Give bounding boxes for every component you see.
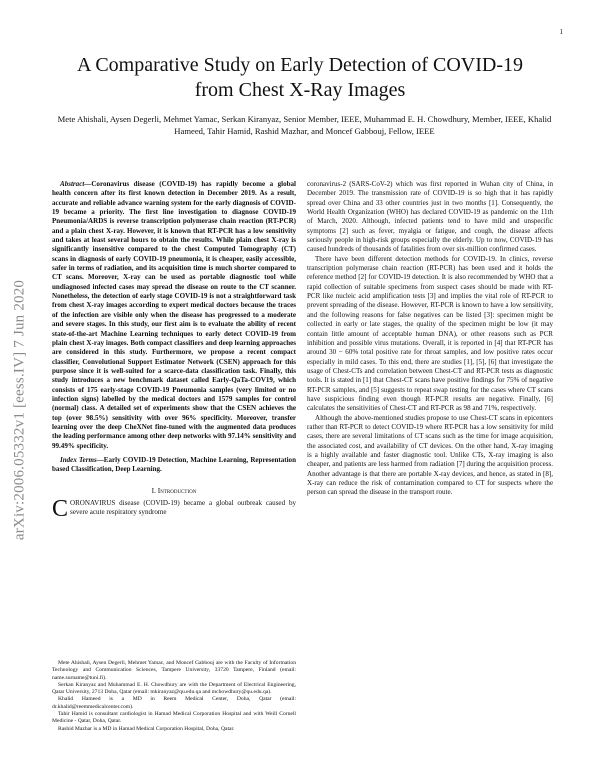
footnote: Khalid Hameed is a MD in Reem Medical Center, Doha, Qatar (email: dr.khalid@reemmedicalcenter.com).	[52, 696, 296, 710]
section-heading: I. Introduction	[151, 485, 197, 495]
arxiv-stamp	[8, 200, 32, 620]
footnotes	[52, 660, 296, 733]
page-number: 1	[559, 28, 563, 36]
abstract	[52, 180, 296, 451]
index-terms-label: Index Terms	[60, 455, 97, 464]
footnote: Rashid Mazhar is a MD in Hamad Medical Corporation Hospital, Doha, Qatar.	[58, 725, 235, 732]
abstract-text: —Coronavirus disease (COVID-19) has rapidly become a global health concern after its first known detection in December 2019. As a result, accurate and reliable advance warning system for the early diagnosis of COVID-19 became a priority. The first line investigation to diagnose COVID-19 Pneumonia/ARDS is reverse transcription polymerase chain reaction (RT-PCR) and a plain chest X-ray. However, it is known that RT-PCR has a low sensitivity and takes at least several hours to obtain the results. While plain chest X-ray is significantly insensitive compared to the chest Computed Tomography (CT) scans in diagnosis of early COVID-19 pneumonia, it is cheaper, easily accessible, safer in terms of radiation, and its acquisition time is much shorter compared to CT scans. Moreover, X-ray can be used as portable diagnostic tool while undiagnosed infected cases may spread the disease on route to the CT scanner. Nonetheless, the detection of early stage COVID-19 is not a straightforward task from chest X-ray images according to expert medical doctors because the traces of the infection are visible only when the disease has progressed to a moderate and severe stages. In this study, our first aim is to evaluate the ability of recent state-of-the-art Machine Learning techniques to early detect COVID-19 from plain chest X-ray images. Both compact classifiers and deep learning approaches are considered in this study. Furthermore, we propose a recent compact classifier, Convolutional Support Estimator Network (CSEN) approach for this purpose since it is well-suited for a scarce-data classification task. Finally, this study introduces a new benchmark dataset called Early-QaTa-COV19, which consists of 175 early-stage COVID-19 Pneumonia samples (very limited or no infection signs) labelled by the medical doctors and 1579 samples for control (normal) class. A detailed set of experiments show that the CSEN achieves the top (over 98.5%) sensitivity with over 96% specificity. Moreover, transfer learning over the deep CheXNet fine-tuned with the augmented data produces the leading performance among other deep networks with 97.14% sensitivity and 99.49% specificity.	[52, 180, 296, 450]
author-list: Mete Ahishali, Aysen Degerli, Mehmet Yamac, Serkan Kiranyaz, Senior Member, IEEE, Muhammad E. H. Chowdhury, Member, IEEE, Khalid Hameed, Tahir Hamid, Rashid Mazhar, and Moncef Gabbouj, Fellow, IEEE	[57, 114, 552, 136]
footnote: Serkan Kiranyaz and Muhammad E. H. Chowdhury are with the Department of Electrical Engineering, Qatar University, 2713 Doha, Qatar (email: mkiranyaz@qu.edu.qa and mchowdhury@qu.edu.qa).	[52, 681, 296, 696]
arxiv-stamp-text: arXiv:2006.05332v1 [eess.IV] 7 Jun 2020	[11, 279, 28, 541]
index-terms-text: —Early COVID-19 Detection, Machine Learning, Representation based Classification, Deep Learning.	[52, 455, 296, 474]
body-paragraph: Although the above-mentioned studies propose to use Chest-CT scans in epicenters rather than RT-PCR to detect COVID-19 where RT-PCR has a low sensitivity for mild cases, there are several limitations of CT scans such as the time for image acquisition, the associated cost, and availability of CT devices. On the other hand, X-ray imaging is a highly available and faster diagnostic tool. Unlike CTs, X-ray imaging is also cheaper, and patients are less harmed from radiation [7] during the acquisition process. Another advantage is that there are portable X-ray devices, and hence, as stated in [8], X-ray can reduce the risk of contamination compared to CT for suspects where the person can spread the disease in the transport route.	[307, 413, 553, 497]
paper-title: A Comparative Study on Early Detection of COVID-19 from Chest X-Ray Images	[76, 54, 524, 101]
body-paragraph: There have been different detection methods for COVID-19. In clinics, reverse transcription polymerase chain reaction (RT-PCR) has been used and it holds the reference method [2] for COVID-19 detection. It is also recommended by WHO that a rapid collection of suitable specimens from suspect cases should be made with RT-PCR like nucleic acid amplification tests [3] and implies the vital role of RT-PCR to prevent spreading of the disease. However, RT-PCR is known to have a low sensitivity, and the following reasons for false negatives can be listed [3]: specimen might be collected in early or late stages, the quality of the specimen might be low (it may contain little amount of acceptable human DNA), or other reasons such as PCR inhibition and possible virus mutations. Overall, it is reported in [4] that RT-PCR has around 30 − 60% total positive rate for throat samples, and low positive rates occur especially in mild cases. To this end, there are studies [1], [5], [6] that investigate the usage of Chest-CTs and correlation between Chest-CT and RT-PCR tests as diagnostic tools. It is stated in [1] that Chest-CT scans have positive findings for 75% of negative RT-PCR samples, and [5] suggests to repeat swap testing for the cases where CT scans have suspicious finding even though RT-PCR results are negative. Finally, [6] calculates the sensitivities of Chest-CT and RT-PCR as 98 and 71%, respectively.	[307, 254, 553, 413]
intro-paragraph	[52, 496, 296, 522]
left-column	[52, 180, 296, 522]
body-paragraph: coronavirus-2 (SARS-CoV-2) which was first reported in Wuhan city of China, in December 2019. The transmission rate of COVID-19 is so high that it has rapidly spread over China and 33 other countries just in two months [1]. Consequently, the World Health Organization (WHO) has declared COVID-19 as pandemic on the 11th of March, 2020. Although, infected patients tend to have mild and unspecific symptoms [2] such as fever, myalgia or fatigue, and cough, the disease affects seriously people in high-risk groups especially the elderly. Up to now, COVID-19 has caused hundreds of thousands of fatalities from over six-million confirmed cases.	[307, 180, 553, 254]
intro-text: ORONAVIRUS disease (COVID-19) became a global outbreak caused by severe acute respiratory syndrome	[70, 499, 296, 517]
abstract-label: Abstract	[60, 180, 85, 188]
right-column	[307, 180, 553, 498]
index-terms	[52, 456, 296, 475]
footnote: Mete Ahishali, Aysen Degerli, Mehmet Yamac, and Moncef Gabbouj are with the Faculty of Information Technology and Communication Sciences, Tampere University, 33720 Tampere, Finland (email: name.surname@tuni.fi).	[52, 660, 296, 681]
footnote: Tahir Hamid is consultant cardiologist in Hamad Medical Corporation Hospital and with Weill Cornell Medicine - Qatar, Doha, Qatar.	[52, 711, 296, 725]
drop-cap: C	[52, 496, 69, 522]
